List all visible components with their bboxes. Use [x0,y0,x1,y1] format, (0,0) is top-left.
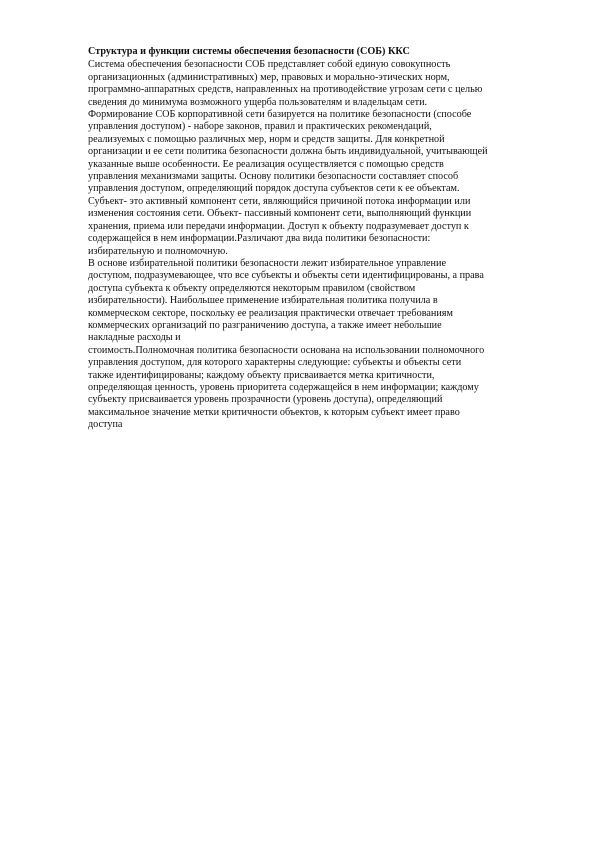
text-line: управления доступом, для которого характерны следующие: субъекты и объекты сети [88,357,462,369]
text-line: Система обеспечения безопасности СОБ представляет собой единую совокупность [88,59,451,71]
text-line: В основе избирательной политики безопасности лежит избирательное управление [88,257,446,269]
text-line: доступа [88,419,123,431]
text-line: также идентифицированы; каждому объекту присваивается метка критичности, [88,369,435,381]
text-line: Формирование СОБ корпоративной сети базируется на политике безопасности (способе [88,109,472,121]
text-line: реализуемых с помощью различных мер, норм и средств защиты. Для конкретной [88,133,445,145]
text-line: максимальное значение метки критичности объектов, к которым субъект имеет право [88,406,460,418]
text-line: управления доступом, определяющий порядок доступа субъектов сети к ее объектам. [88,183,460,195]
document-text [88,59,558,431]
text-line: стоимость.Полномочная политика безопасности основана на использовании полномочного [88,344,485,356]
text-line: управления доступом) - наборе законов, правил и практических рекомендаций, [88,121,432,133]
document-body [88,46,558,432]
text-line: организации и ее сети политика безопасности должна быть индивидуальной, учитывающей [88,146,488,158]
text-line: коммерческом секторе, поскольку ее реализация практически отвечает требованиям [88,307,453,319]
text-line: указанные выше особенности. Ее реализация осуществляется с помощью средств [88,158,444,170]
text-line: определяющая ценность, уровень приоритета содержащейся в нем информации; каждому [88,381,479,393]
text-line: доступом, подразумевающее, что все субъекты и объекты сети идентифицированы, а права [88,270,484,282]
text-line: сведения до минимума возможного ущерба пользователям и владельцам сети. [88,96,428,108]
document-title: Структура и функции системы обеспечения безопасности (СОБ) ККС [88,46,410,57]
text-line: субъекту присваивается уровень прозрачности (уровень доступа), определяющий [88,394,443,406]
text-line: накладные расходы и [88,332,181,344]
text-line: изменения состояния сети. Объект- пассивный компонент сети, выполняющий функции [88,208,472,220]
text-line: Субъект- это активный компонент сети, являющийся причиной потока информации или [88,195,471,207]
text-line: содержащейся в нем информации.Различают два вида политики безопасности: [88,233,431,245]
text-line: коммерческих организаций по разграничению доступа, а также имеет небольшие [88,319,442,331]
text-line: управления механизмами защиты. Основу политики безопасности составляет способ [88,171,459,183]
text-line: избирательную и полномочную. [88,245,228,257]
text-line: программно-аппаратных средств, направленных на противодействие угрозам сети с целью [88,84,483,96]
text-line: доступа субъекта к объекту определяются некоторым правилом (свойством [88,282,416,294]
text-line: хранения, приема или передачи информации. Доступ к объекту подразумевает доступ к [88,220,469,232]
text-line: избирательности). Наибольшее применение избирательная политика получила в [88,295,438,307]
text-line: организационных (административных) мер, правовых и морально-этических норм, [88,71,450,83]
